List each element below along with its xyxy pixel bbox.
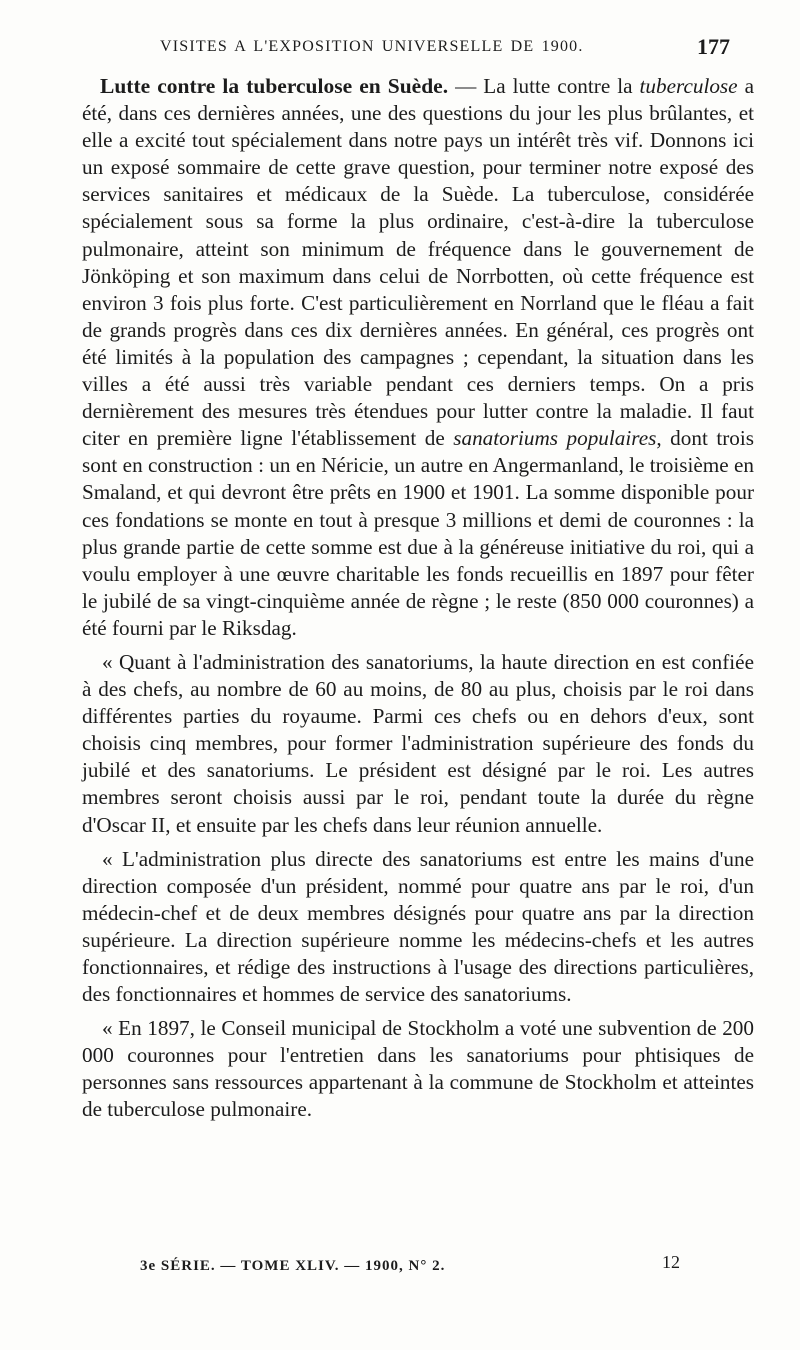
page-number: 177 [697,34,730,59]
page-footer [140,1252,680,1282]
italic-text: sanatoriums populaires [453,426,657,451]
paragraph [82,1015,754,1123]
sheet-signature: 3e SÉRIE. — TOME XLIV. — 1900, N° 2. [140,1258,446,1274]
italic-text: tuberculose [639,74,738,98]
paragraph [82,73,754,642]
text-run: « Quant à l'administration des sanatoriums, la haute direction en est confiée à des chefs, au nombre de 60 au moins, de 80 au plus, choisis par le roi dans différentes parties du royaume. Parmi ces chefs ou en dehors d'eux, sont choisis cinq membres, pour former l'administration supérieure des fonds du jubilé et des sanatoriums. Le président est désigné par le roi. Les autres membres seront choisis aussi par le roi, pendant toute la durée du règne d'Oscar II, et ensuite par les chefs dans leur réunion annuelle. [82,649,754,837]
page-header [160,34,730,64]
text-run: — La lutte contre la [448,74,640,98]
text-run: a été, dans ces dernières années, une des questions du jour les plus brûlantes, et elle a excité tout spécialement dans notre pays un intérêt très vif. Donnons ici un exposé sommaire de cette grave question, pour terminer notre exposé des services sanitaires et médicaux de la Suède. La tuberculose, considérée spécialement sous sa forme la plus ordinaire, c'est-à-dire la tuberculose pulmonaire, atteint son minimum de fréquence dans le gouvernement de Jönköping et son maximum dans celui de Norrbotten, où cette fréquence est environ 3 fois plus forte. C'est particulièrement en Norrland que le fléau a fait de grands progrès dans ces dix dernières années. En général, ces progrès ont été limités à la population des campagnes ; cependant, la situation dans les villes a été aussi très variable pendant ces derniers temps. On a pris dernièrement des mesures très étendues pour lutter contre la maladie. Il faut citer en première ligne l'établissement de [82,74,754,451]
running-title: VISITES A L'EXPOSITION UNIVERSELLE DE 1900. [160,38,584,55]
body-text [82,73,754,1124]
text-run: « L'administration plus directe des sanatoriums est entre les mains d'une direction composée d'un président, nommé pour quatre ans par le roi, d'un médecin-chef et de deux membres désignés pour quatre ans par la direction supérieure. La direction supérieure nomme les médecins-chefs et les autres fonctionnaires, et rédige des instructions à l'usage des directions particulières, des fonctionnaires et hommes de service des sanatoriums. [82,846,754,1007]
paragraph [82,649,754,839]
paragraph [82,846,754,1009]
text-run: , dont trois sont en construction : un en Néricie, un autre en Angermanland, le troisième en Smaland, et qui devront être prêts en 1900 et 1901. La somme disponible pour ces fondations se monte en tout à presque 3 millions et demi de couronnes : la plus grande partie de cette somme est due à la généreuse initiative du roi, qui a voulu employer à une œuvre charitable les fonds recueillis en 1897 pour fêter le jubilé de sa vingt-cinquième année de règne ; le reste (850 000 couronnes) a été fourni par le Riksdag. [82,426,754,640]
text-run: « En 1897, le Conseil municipal de Stockholm a voté une subvention de 200 000 couronnes pour l'entretien dans les sanatoriums pour phtisiques de personnes sans ressources appartenant à la commune de Stockholm et atteintes de tuberculose pulmonaire. [82,1016,754,1122]
sheet-number: 12 [662,1252,680,1272]
section-heading: Lutte contre la tuberculose en Suède. [100,74,449,98]
